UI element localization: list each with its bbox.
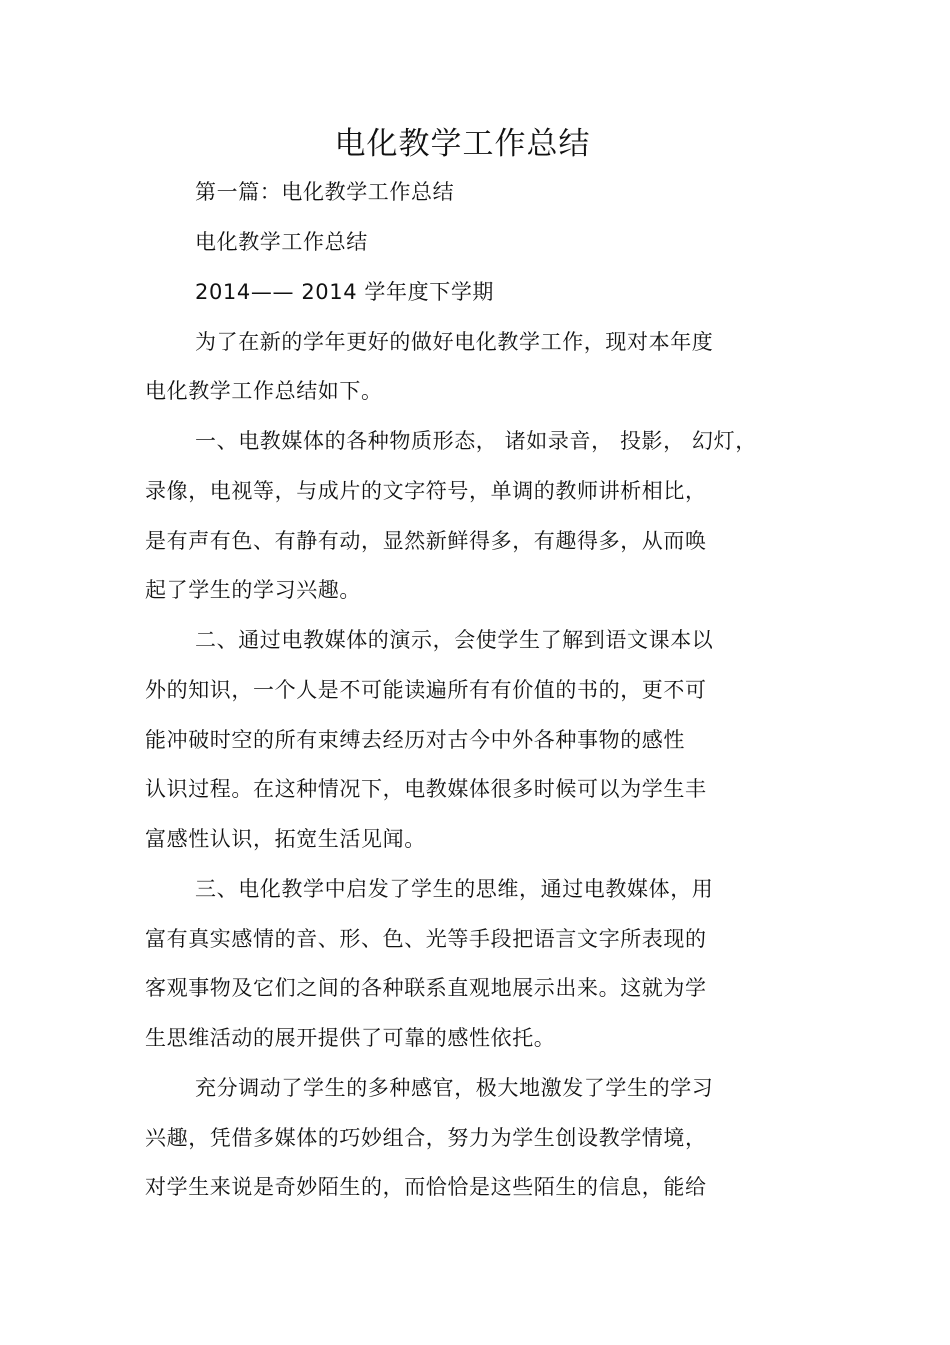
text-line: 电化教学工作总结如下。: [145, 379, 383, 403]
document-title: 电化教学工作总结: [334, 126, 591, 162]
text-line: 兴趣，凭借多媒体的巧妙组合，努力为学生创设教学情境，: [145, 1126, 707, 1150]
text-line: 二、通过电教媒体的演示，会使学生了解到语文课本以: [195, 628, 714, 652]
text-line: 录像，电视等，与成片的文字符号，单调的教师讲析相比，: [145, 479, 707, 503]
text-line: 客观事物及它们之间的各种联系直观地展示出来。这就为学: [145, 976, 707, 1000]
text-line: 起了学生的学习兴趣。: [145, 578, 361, 602]
text-line: 富感性认识，拓宽生活见闻。: [145, 827, 426, 851]
text-line: 2014—— 2014 学年度下学期: [195, 280, 495, 304]
text-line: 是有声有色、有静有动，显然新鲜得多，有趣得多，从而唤: [145, 529, 707, 553]
text-line: 充分调动了学生的多种感官，极大地激发了学生的学习: [195, 1076, 714, 1100]
text-line: 富有真实感情的音、形、色、光等手段把语言文字所表现的: [145, 927, 707, 951]
text-line: 电化教学工作总结: [195, 230, 368, 254]
text-line: 能冲破时空的所有束缚去经历对古今中外各种事物的感性: [145, 728, 685, 752]
text-line: 生思维活动的展开提供了可靠的感性依托。: [145, 1026, 556, 1050]
text-line: 认识过程。在这种情况下，电教媒体很多时候可以为学生丰: [145, 777, 707, 801]
text-line: 对学生来说是奇妙陌生的，而恰恰是这些陌生的信息，能给: [145, 1175, 707, 1199]
text-line: 外的知识，一个人是不可能读遍所有有价值的书的，更不可: [145, 678, 707, 702]
text-line: 为了在新的学年更好的做好电化教学工作，现对本年度: [195, 330, 714, 354]
text-line: 三、电化教学中启发了学生的思维，通过电教媒体，用: [195, 877, 714, 901]
text-line: 一、电教媒体的各种物质形态， 诸如录音， 投影， 幻灯，: [195, 429, 757, 453]
text-line: 第一篇：电化教学工作总结: [195, 180, 455, 204]
